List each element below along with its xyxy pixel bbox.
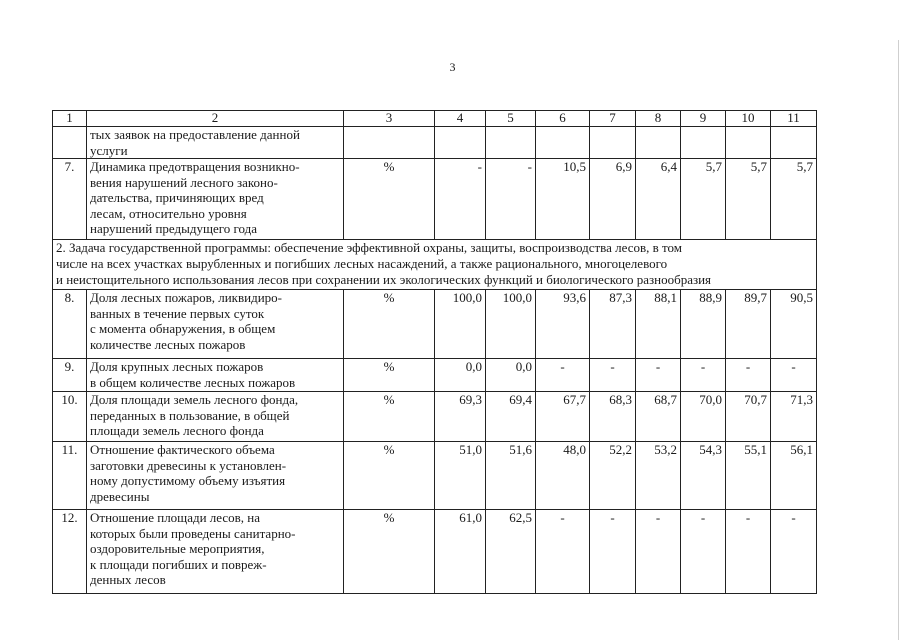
- value-cell: -: [636, 359, 681, 392]
- value-cell: 100,0: [435, 290, 486, 359]
- value-cell: 10,5: [536, 159, 590, 240]
- value-cell: 62,5: [486, 510, 536, 594]
- header-cell: 4: [435, 111, 486, 127]
- value-cell: -: [590, 510, 636, 594]
- header-cell: 2: [87, 111, 344, 127]
- value-cell: -: [536, 359, 590, 392]
- value-cell: 5,7: [681, 159, 726, 240]
- value-cell: -: [771, 510, 817, 594]
- description-line: тых заявок на предоставление данной: [90, 127, 300, 142]
- value-cell: 68,3: [590, 392, 636, 442]
- row-number: 8.: [53, 290, 87, 359]
- value-cell: 0,0: [486, 359, 536, 392]
- description-line: Доля площади земель лесного фонда,: [90, 392, 299, 407]
- table-row: [53, 510, 817, 594]
- value-cell: 90,5: [771, 290, 817, 359]
- value-cell: 53,2: [636, 442, 681, 510]
- value-cell: 48,0: [536, 442, 590, 510]
- value-cell: [536, 127, 590, 159]
- value-cell: 67,7: [536, 392, 590, 442]
- continuation-row: [53, 127, 817, 159]
- scan-edge-line: [898, 40, 899, 640]
- header-cell: 1: [53, 111, 87, 127]
- description-line: вения нарушений лесного законо-: [90, 174, 278, 190]
- description-line: услуги: [90, 142, 128, 158]
- table-row: [53, 290, 817, 359]
- value-cell: -: [486, 159, 536, 240]
- value-cell: -: [681, 510, 726, 594]
- description-line: древесины: [90, 488, 150, 504]
- indicators-table: [52, 110, 817, 594]
- table-row: [53, 442, 817, 510]
- value-cell: 71,3: [771, 392, 817, 442]
- description-line: переданных в пользование, в общей: [90, 407, 290, 423]
- description-line: дательства, причиняющих вред: [90, 190, 264, 205]
- value-cell: 6,9: [590, 159, 636, 240]
- value-cell: 54,3: [681, 442, 726, 510]
- value-cell: 5,7: [726, 159, 771, 240]
- table-row: [53, 392, 817, 442]
- value-cell: 87,3: [590, 290, 636, 359]
- value-cell: [435, 127, 486, 159]
- header-cell: 7: [590, 111, 636, 127]
- page-number: 3: [449, 60, 456, 74]
- description-line: нарушений предыдущего года: [90, 221, 258, 236]
- description-line: в общем количестве лесных пожаров: [90, 374, 296, 390]
- unit-cell: %: [344, 290, 435, 359]
- value-cell: 89,7: [726, 290, 771, 359]
- value-cell: [636, 127, 681, 159]
- table-row: [53, 359, 817, 392]
- value-cell: 70,0: [681, 392, 726, 442]
- value-cell: 88,1: [636, 290, 681, 359]
- section-heading-cell: [53, 240, 817, 290]
- row-description-cell: [87, 392, 344, 442]
- header-cell: 10: [726, 111, 771, 127]
- description-line: ному допустимому объему изъятия: [90, 473, 286, 488]
- unit-cell: %: [344, 510, 435, 594]
- table-row: [53, 159, 817, 240]
- description-line: к площади погибших и повреж-: [90, 556, 267, 572]
- description-line: площади земель лесного фонда: [90, 423, 264, 438]
- row-description-cell: [87, 290, 344, 359]
- header-cell: 5: [486, 111, 536, 127]
- value-cell: [486, 127, 536, 159]
- value-cell: 69,4: [486, 392, 536, 442]
- description-line: денных лесов: [90, 572, 166, 587]
- value-cell: 51,6: [486, 442, 536, 510]
- value-cell: [590, 127, 636, 159]
- value-cell: -: [536, 510, 590, 594]
- value-cell: -: [726, 359, 771, 392]
- description-line: оздоровительные мероприятия,: [90, 541, 265, 556]
- description-line: лесам, относительно уровня: [90, 205, 247, 221]
- value-cell: [726, 127, 771, 159]
- unit-cell: %: [344, 442, 435, 510]
- description-line: Отношение площади лесов, на: [90, 510, 261, 525]
- value-cell: 70,7: [726, 392, 771, 442]
- row-number-cell: [53, 127, 87, 159]
- value-cell: -: [435, 159, 486, 240]
- header-row: [53, 111, 817, 127]
- header-cell: 9: [681, 111, 726, 127]
- description-line: Отношение фактического объема: [90, 442, 275, 457]
- row-description-cell: [87, 510, 344, 594]
- value-cell: 88,9: [681, 290, 726, 359]
- value-cell: 61,0: [435, 510, 486, 594]
- row-number: 10.: [53, 392, 87, 442]
- value-cell: 68,7: [636, 392, 681, 442]
- row-description-cell: [87, 442, 344, 510]
- description-line: Доля крупных лесных пожаров: [90, 359, 264, 374]
- value-cell: [771, 127, 817, 159]
- table-body: [53, 111, 817, 594]
- section-line: 2. Задача государственной программы: обеспечение эффективной охраны, защиты, воспроизводства лесов, в том: [56, 240, 683, 255]
- value-cell: -: [636, 510, 681, 594]
- description-line: ванных в течение первых суток: [90, 305, 265, 321]
- value-cell: 93,6: [536, 290, 590, 359]
- unit-cell: %: [344, 159, 435, 240]
- row-number: 11.: [53, 442, 87, 510]
- value-cell: 55,1: [726, 442, 771, 510]
- section-line: и неистощительного использования лесов при сохранении их экологических функций и биологического разнообразия: [56, 272, 712, 287]
- description-line: Доля лесных пожаров, ликвидиро-: [90, 290, 282, 305]
- row-number: 7.: [53, 159, 87, 240]
- value-cell: 51,0: [435, 442, 486, 510]
- row-description-cell: [87, 359, 344, 392]
- header-cell: 11: [771, 111, 817, 127]
- description-line: заготовки древесины к установлен-: [90, 457, 287, 473]
- description-line: количестве лесных пожаров: [90, 336, 246, 352]
- row-number: 9.: [53, 359, 87, 392]
- value-cell: 56,1: [771, 442, 817, 510]
- value-cell: 0,0: [435, 359, 486, 392]
- header-cell: 6: [536, 111, 590, 127]
- section-line: числе на всех участках вырубленных и погибших лесных насаждений, а также рационального, многоцелевого: [56, 256, 668, 271]
- unit-cell: %: [344, 392, 435, 442]
- description-line: Динамика предотвращения возникно-: [90, 159, 300, 174]
- value-cell: 5,7: [771, 159, 817, 240]
- description-line: с момента обнаружения, в общем: [90, 321, 276, 336]
- value-cell: 100,0: [486, 290, 536, 359]
- row-number: 12.: [53, 510, 87, 594]
- value-cell: -: [590, 359, 636, 392]
- value-cell: -: [771, 359, 817, 392]
- value-cell: 52,2: [590, 442, 636, 510]
- row-description-cell: [87, 159, 344, 240]
- unit-cell: %: [344, 359, 435, 392]
- value-cell: 6,4: [636, 159, 681, 240]
- header-cell: 8: [636, 111, 681, 127]
- value-cell: -: [726, 510, 771, 594]
- section-row: [53, 240, 817, 290]
- row-description-cell: [87, 127, 344, 159]
- value-cell: 69,3: [435, 392, 486, 442]
- unit-cell: [344, 127, 435, 159]
- header-cell: 3: [344, 111, 435, 127]
- value-cell: -: [681, 359, 726, 392]
- value-cell: [681, 127, 726, 159]
- description-line: которых были проведены санитарно-: [90, 525, 296, 541]
